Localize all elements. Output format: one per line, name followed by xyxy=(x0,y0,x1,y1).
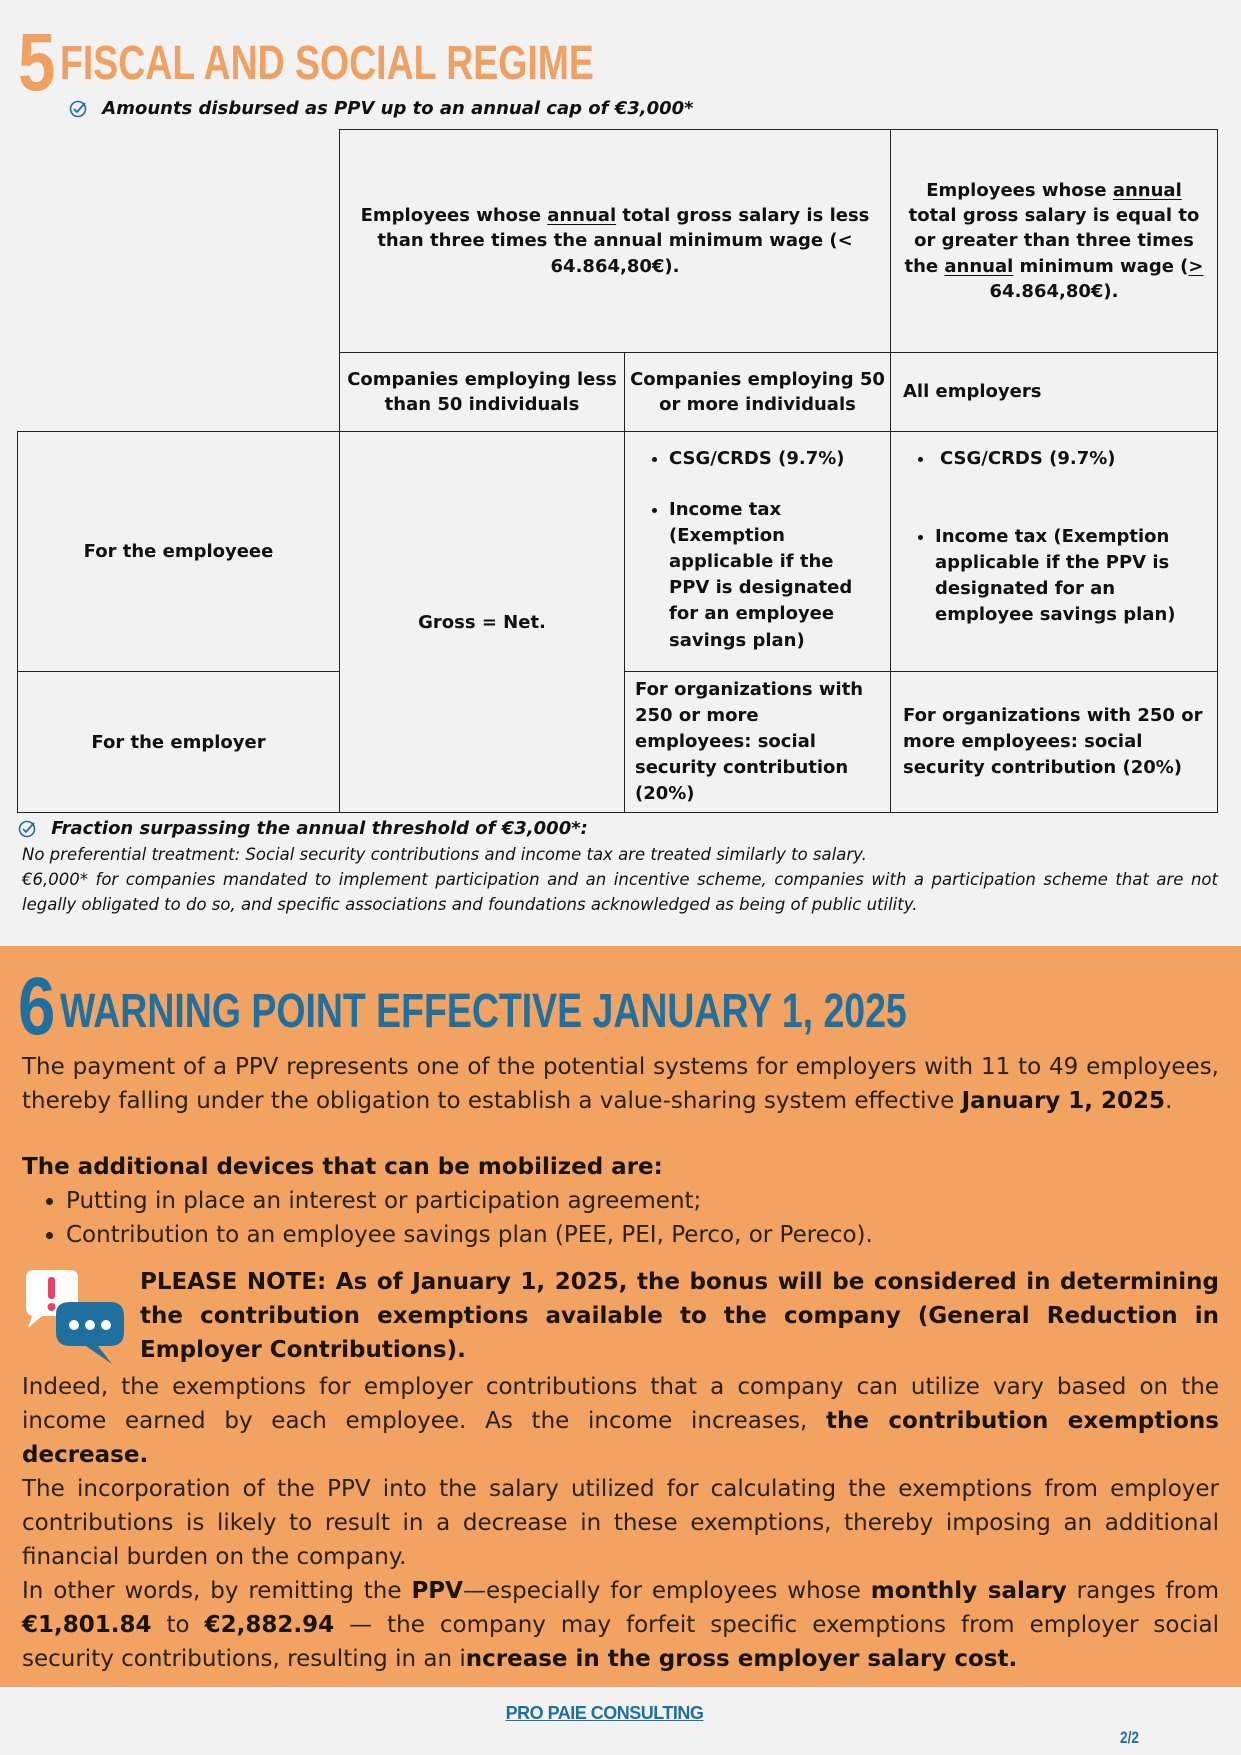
alert-chat-icon xyxy=(18,1268,128,1368)
fiscal-table-wrap xyxy=(17,129,1218,812)
fraction-heading-text: Fraction surpassing the annual threshold of €3,000*: xyxy=(51,818,588,839)
fraction-heading xyxy=(17,818,588,839)
list-item: • CSG/CRDS (9.7%) xyxy=(669,446,880,472)
list-item: • Putting in place an interest or participation agreement; xyxy=(66,1184,873,1218)
list-item: • CSG/CRDS (9.7%) xyxy=(935,446,1203,472)
employer-all-employers-cell: For organizations with 250 or more employees: social security contribution (20%) xyxy=(891,672,1218,813)
subheader-all-employers: All employers xyxy=(891,353,1218,432)
employee-50-plus-cell xyxy=(625,432,891,672)
header-low-salary: Employees whose annual total gross salary is less than three times the annual minimum wage (< 64.864,80€). xyxy=(340,130,891,353)
row-label-employee: For the employeee xyxy=(18,432,340,672)
fraction-line-1: No preferential treatment: Social security contributions and income tax are treated similarly to salary. xyxy=(22,845,867,864)
check-circle-icon xyxy=(17,819,37,839)
paragraph-incorporation: The incorporation of the PPV into the salary utilized for calculating the exemptions from employer contributions is likely to result in a decrease in these exemptions, thereby imposing an additional financial burden on the company. xyxy=(22,1476,1219,1570)
section-number: 6 xyxy=(18,961,56,1052)
page-number: 2/2 xyxy=(1120,1728,1139,1747)
list-item: • Income tax (Exemption applicable if the PPV is designated for an employee savings plan) xyxy=(669,497,880,654)
row-label-employer: For the employer xyxy=(18,672,340,813)
section-6-heading xyxy=(18,961,1145,1052)
paragraph-other-words: In other words, by remitting the PPV—especially for employees whose monthly salary ranges from €1,801.84 to €2,882.94 — the company may forfeit specific exemptions from employer social security contributions, resulting in an increase in the gross employer salary cost. xyxy=(22,1578,1219,1672)
section-title: FISCAL AND SOCIAL REGIME xyxy=(59,37,594,90)
section-title: WARNING POINT EFFECTIVE JANUARY 1, 2025 xyxy=(59,985,907,1038)
devices-list xyxy=(22,1184,873,1252)
devices-heading: The additional devices that can be mobilized are: xyxy=(22,1154,663,1180)
gross-equals-net: Gross = Net. xyxy=(340,432,625,813)
section-5-heading xyxy=(18,17,744,108)
amounts-line xyxy=(68,98,694,119)
section-number: 5 xyxy=(18,17,56,108)
please-note: PLEASE NOTE: As of January 1, 2025, the bonus will be considered in determining the contribution exemptions available to the company (General Reduction in Employer Contributions). xyxy=(140,1269,1219,1363)
list-item: • Contribution to an employee savings plan (PEE, PEI, Perco, or Pereco). xyxy=(66,1218,873,1252)
fraction-line-2: €6,000* for companies mandated to implement participation and an incentive scheme, companies with a participation scheme that are not legally obligated to do so, and specific associations and foundations acknowledged as being of public utility. xyxy=(22,870,1218,914)
fiscal-table xyxy=(17,129,1218,813)
check-circle-icon xyxy=(68,99,88,119)
subheader-less-than-50: Companies employing less than 50 individuals xyxy=(340,353,625,432)
header-high-salary: Employees whose annual total gross salary is equal to or greater than three times the annual minimum wage (> 64.864,80€). xyxy=(891,130,1218,353)
amounts-text: Amounts disbursed as PPV up to an annual cap of €3,000* xyxy=(102,98,694,119)
fraction-notes xyxy=(22,842,1218,917)
intro-paragraph: The payment of a PPV represents one of the potential systems for employers with 11 to 49 employees, thereby falling under the obligation to establish a value-sharing system effective January 1, 2025. xyxy=(22,1054,1219,1114)
paragraph-exemptions: Indeed, the exemptions for employer contributions that a company can utilize vary based on the income earned by each employee. As the income increases, the contribution exemptions decrease. xyxy=(22,1374,1219,1468)
employer-50-plus-cell: For organizations with 250 or more employees: social security contribution (20%) xyxy=(625,672,891,813)
subheader-50-or-more: Companies employing 50 or more individuals xyxy=(625,353,891,432)
employee-all-employers-cell xyxy=(891,432,1218,672)
list-item: • Income tax (Exemption applicable if the PPV is designated for an employee savings plan) xyxy=(935,524,1203,628)
footer-company-link[interactable]: PRO PAIE CONSULTING xyxy=(505,1703,704,1723)
